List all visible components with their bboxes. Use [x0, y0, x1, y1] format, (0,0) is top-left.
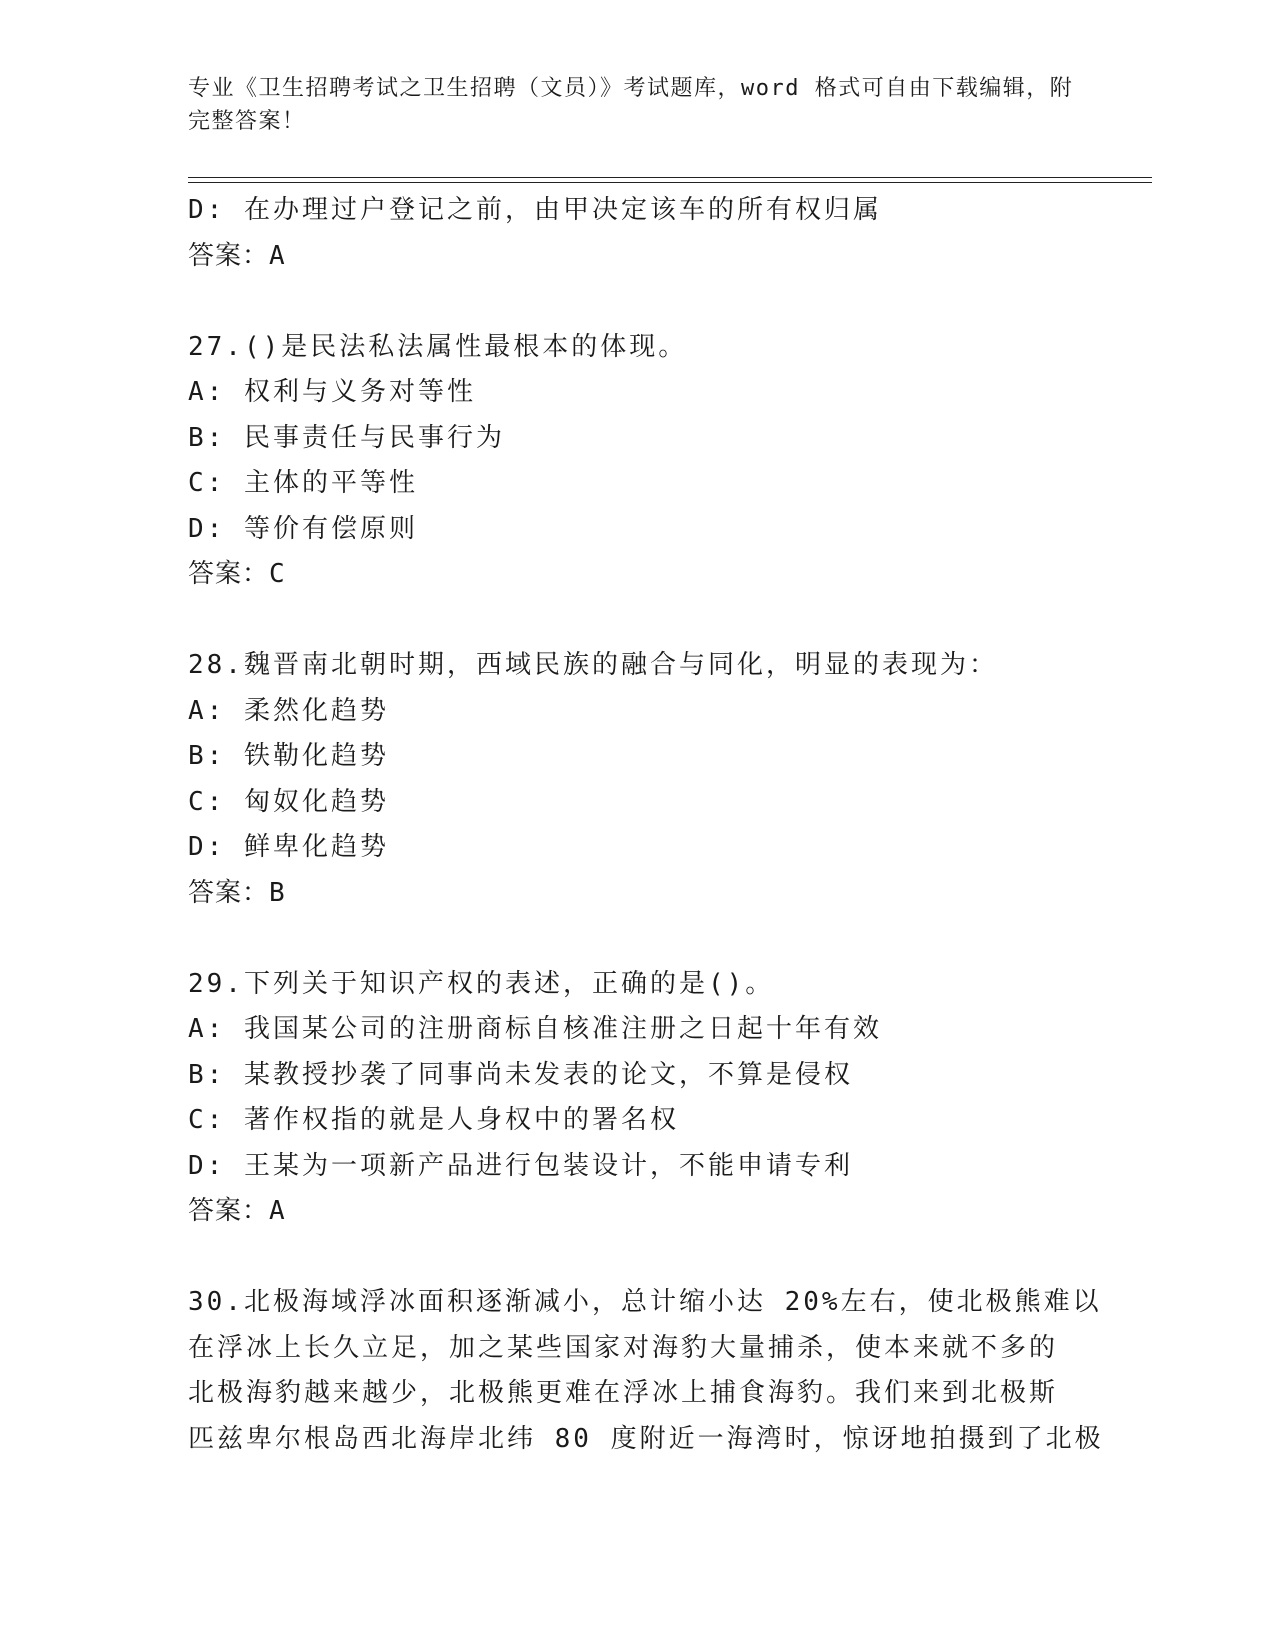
question-list	[188, 188, 1104, 1462]
document-header: 专业《卫生招聘考试之卫生招聘（文员）》考试题库，word 格式可自由下载编辑，附完整答案！	[188, 76, 1074, 134]
spacer	[188, 279, 1088, 325]
previous-option-d: D: 在办理过户登记之前，由甲决定该车的所有权归属	[188, 195, 882, 225]
answer: 答案：B	[188, 877, 286, 908]
option-d: D: 王某为一项新产品进行包装设计，不能申请专利	[188, 1150, 853, 1181]
question-text: 29.下列关于知识产权的表述，正确的是()。	[188, 968, 775, 999]
question-29	[188, 962, 1088, 1235]
question-30-line-2: 在浮冰上长久立足，加之某些国家对海豹大量捕杀，使本来就不多的	[188, 1332, 1059, 1363]
question-30-line-3: 北极海豹越来越少，北极熊更难在浮冰上捕食海豹。我们来到北极斯	[188, 1378, 1059, 1408]
question-30-line-1: 30.北极海域浮冰面积逐渐减小，总计缩小达 20%左右，使北极熊难以	[188, 1287, 1102, 1317]
question-27	[188, 325, 1088, 598]
option-a: A: 权利与义务对等性	[188, 377, 476, 407]
question-text: 27.()是民法私法属性最根本的体现。	[188, 331, 688, 362]
option-b: B: 民事责任与民事行为	[188, 422, 505, 453]
spacer	[188, 598, 1088, 644]
option-d: D: 等价有偿原则	[188, 513, 418, 544]
option-c: C: 主体的平等性	[188, 468, 418, 498]
option-d: D: 鲜卑化趋势	[188, 832, 389, 862]
option-c: C: 著作权指的就是人身权中的署名权	[188, 1105, 679, 1135]
question-28	[188, 643, 1088, 916]
option-c: C: 匈奴化趋势	[188, 786, 389, 817]
previous-answer: 答案：A	[188, 240, 286, 271]
option-a: A: 柔然化趋势	[188, 695, 389, 726]
question-30-line-4: 匹兹卑尔根岛西北海岸北纬 80 度附近一海湾时，惊讶地拍摄到了北极	[188, 1423, 1104, 1454]
answer: 答案：C	[188, 559, 286, 589]
spacer	[188, 1235, 1088, 1281]
question-30	[188, 1280, 1104, 1462]
question-text: 28.魏晋南北朝时期，西域民族的融合与同化，明显的表现为：	[188, 650, 998, 680]
answer: 答案：A	[188, 1196, 286, 1226]
header-divider-bottom	[188, 182, 1152, 183]
header-divider-top	[188, 177, 1152, 178]
option-a: A: 我国某公司的注册商标自核准注册之日起十年有效	[188, 1014, 882, 1044]
spacer	[188, 916, 1088, 962]
option-b: B: 某教授抄袭了同事尚未发表的论文，不算是侵权	[188, 1059, 853, 1090]
option-b: B: 铁勒化趋势	[188, 741, 389, 771]
